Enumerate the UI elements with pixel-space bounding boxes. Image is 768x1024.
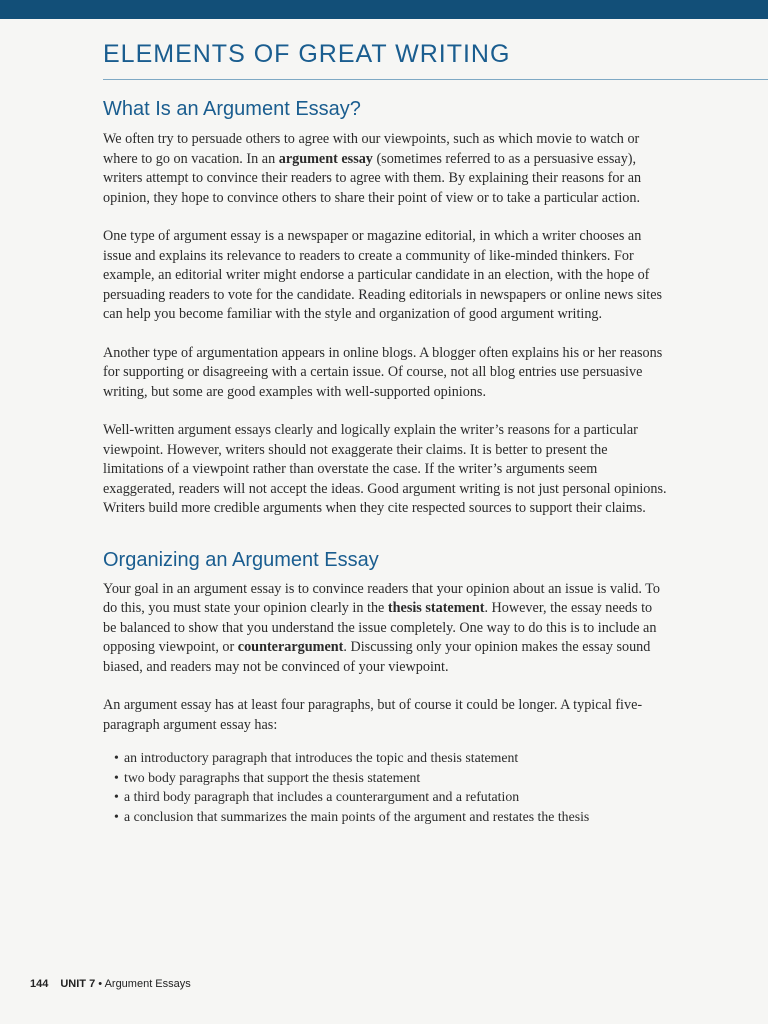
term-argument-essay: argument essay: [278, 150, 373, 167]
text-run: Your goal in an argument essay is to convince readers that your opinion about an issue is valid. To do this, you must state your opinion clearly in the: [103, 580, 660, 616]
paragraph-structure: An argument essay has at least four paragraphs, but of course it could be longer. A typical five-paragraph argument essay has:: [103, 697, 643, 733]
bullet-icon: •: [114, 750, 119, 765]
text-run: . Discussing only your opinion makes the essay sound biased, and readers may not be convinced of your viewpoint.: [103, 639, 651, 675]
list-item: [114, 748, 668, 768]
paragraph-editorials: One type of argument essay is a newspaper or magazine editorial, in which a writer chooses an issue and explains its relevance to readers to create a community of like-minded thinkers. For example, an editorial writer might endorse a particular candidate in an election, with the hope of persuading readers to vote for the candidate. Reading editorials in newspapers or online news sites can help you become familiar with the style and organization of good argument writing.: [103, 228, 663, 322]
page-content: [103, 98, 668, 826]
heading-what-is-argument-essay: What Is an Argument Essay?: [103, 98, 361, 120]
top-color-bar: [0, 0, 768, 19]
term-thesis-statement: thesis statement: [387, 600, 485, 616]
paragraph-intro: [103, 130, 668, 208]
unit-title: Argument Essays: [104, 978, 191, 990]
list-item: [114, 768, 668, 788]
bullet-icon: •: [114, 769, 119, 785]
term-counterargument: counterargument: [237, 639, 344, 655]
page-number: 144: [30, 978, 49, 990]
list-item-text: a third body paragraph that includes a counterargument and a refutation: [124, 789, 520, 805]
list-item: [114, 807, 668, 827]
text-run: . However, the essay needs to be balanced to show that you understand the issue completely. One way to do this is to include an opposing viewpoint, or: [103, 600, 657, 655]
paragraph-well-written: Well-written argument essays clearly and logically explain the writer’s reasons for a particular viewpoint. However, writers should not exaggerate their claims. It is better to present the limitations of a viewpoint rather than overstate the case. If the writer’s arguments seem exaggerated, readers will not accept the ideas. Good argument writing is not just personal opinions. Writers build more credible arguments when they cite respected sources to support their claims.: [103, 422, 667, 516]
list-item: [114, 787, 668, 807]
bullet-icon: •: [114, 808, 119, 824]
list-item-text: a conclusion that summarizes the main points of the argument and restates the thesis: [124, 808, 590, 824]
list-item-text: an introductory paragraph that introduces the topic and thesis statement: [124, 750, 519, 765]
footer-separator: •: [95, 978, 105, 990]
unit-label: UNIT 7: [60, 978, 96, 990]
text-run: We often try to persuade others to agree with our viewpoints, such as which movie to watch or where to go on vacation. In an: [103, 131, 640, 167]
heading-organizing-argument-essay: Organizing an Argument Essay: [103, 548, 379, 571]
bullet-icon: •: [114, 789, 119, 805]
paragraph-blogs: Another type of argumentation appears in online blogs. A blogger often explains his or her reasons for supporting or disagreeing with a certain issue. Of course, not all blog entries use persuasive writing, but some are good examples with well-supported opinions.: [103, 344, 663, 400]
title-divider: [103, 79, 768, 80]
paragraph-goal: [103, 580, 668, 678]
list-item-text: two body paragraphs that support the thesis statement: [124, 769, 421, 785]
text-run: (sometimes referred to as a persuasive essay), writers attempt to convince their readers to agree with them. By explaining their reasons for an opinion, they hope to convince others to share their point of view or to take a particular action.: [103, 150, 642, 206]
page-footer: [30, 978, 191, 990]
structure-list: [103, 748, 668, 826]
section-title: ELEMENTS OF GREAT WRITING: [103, 40, 511, 68]
